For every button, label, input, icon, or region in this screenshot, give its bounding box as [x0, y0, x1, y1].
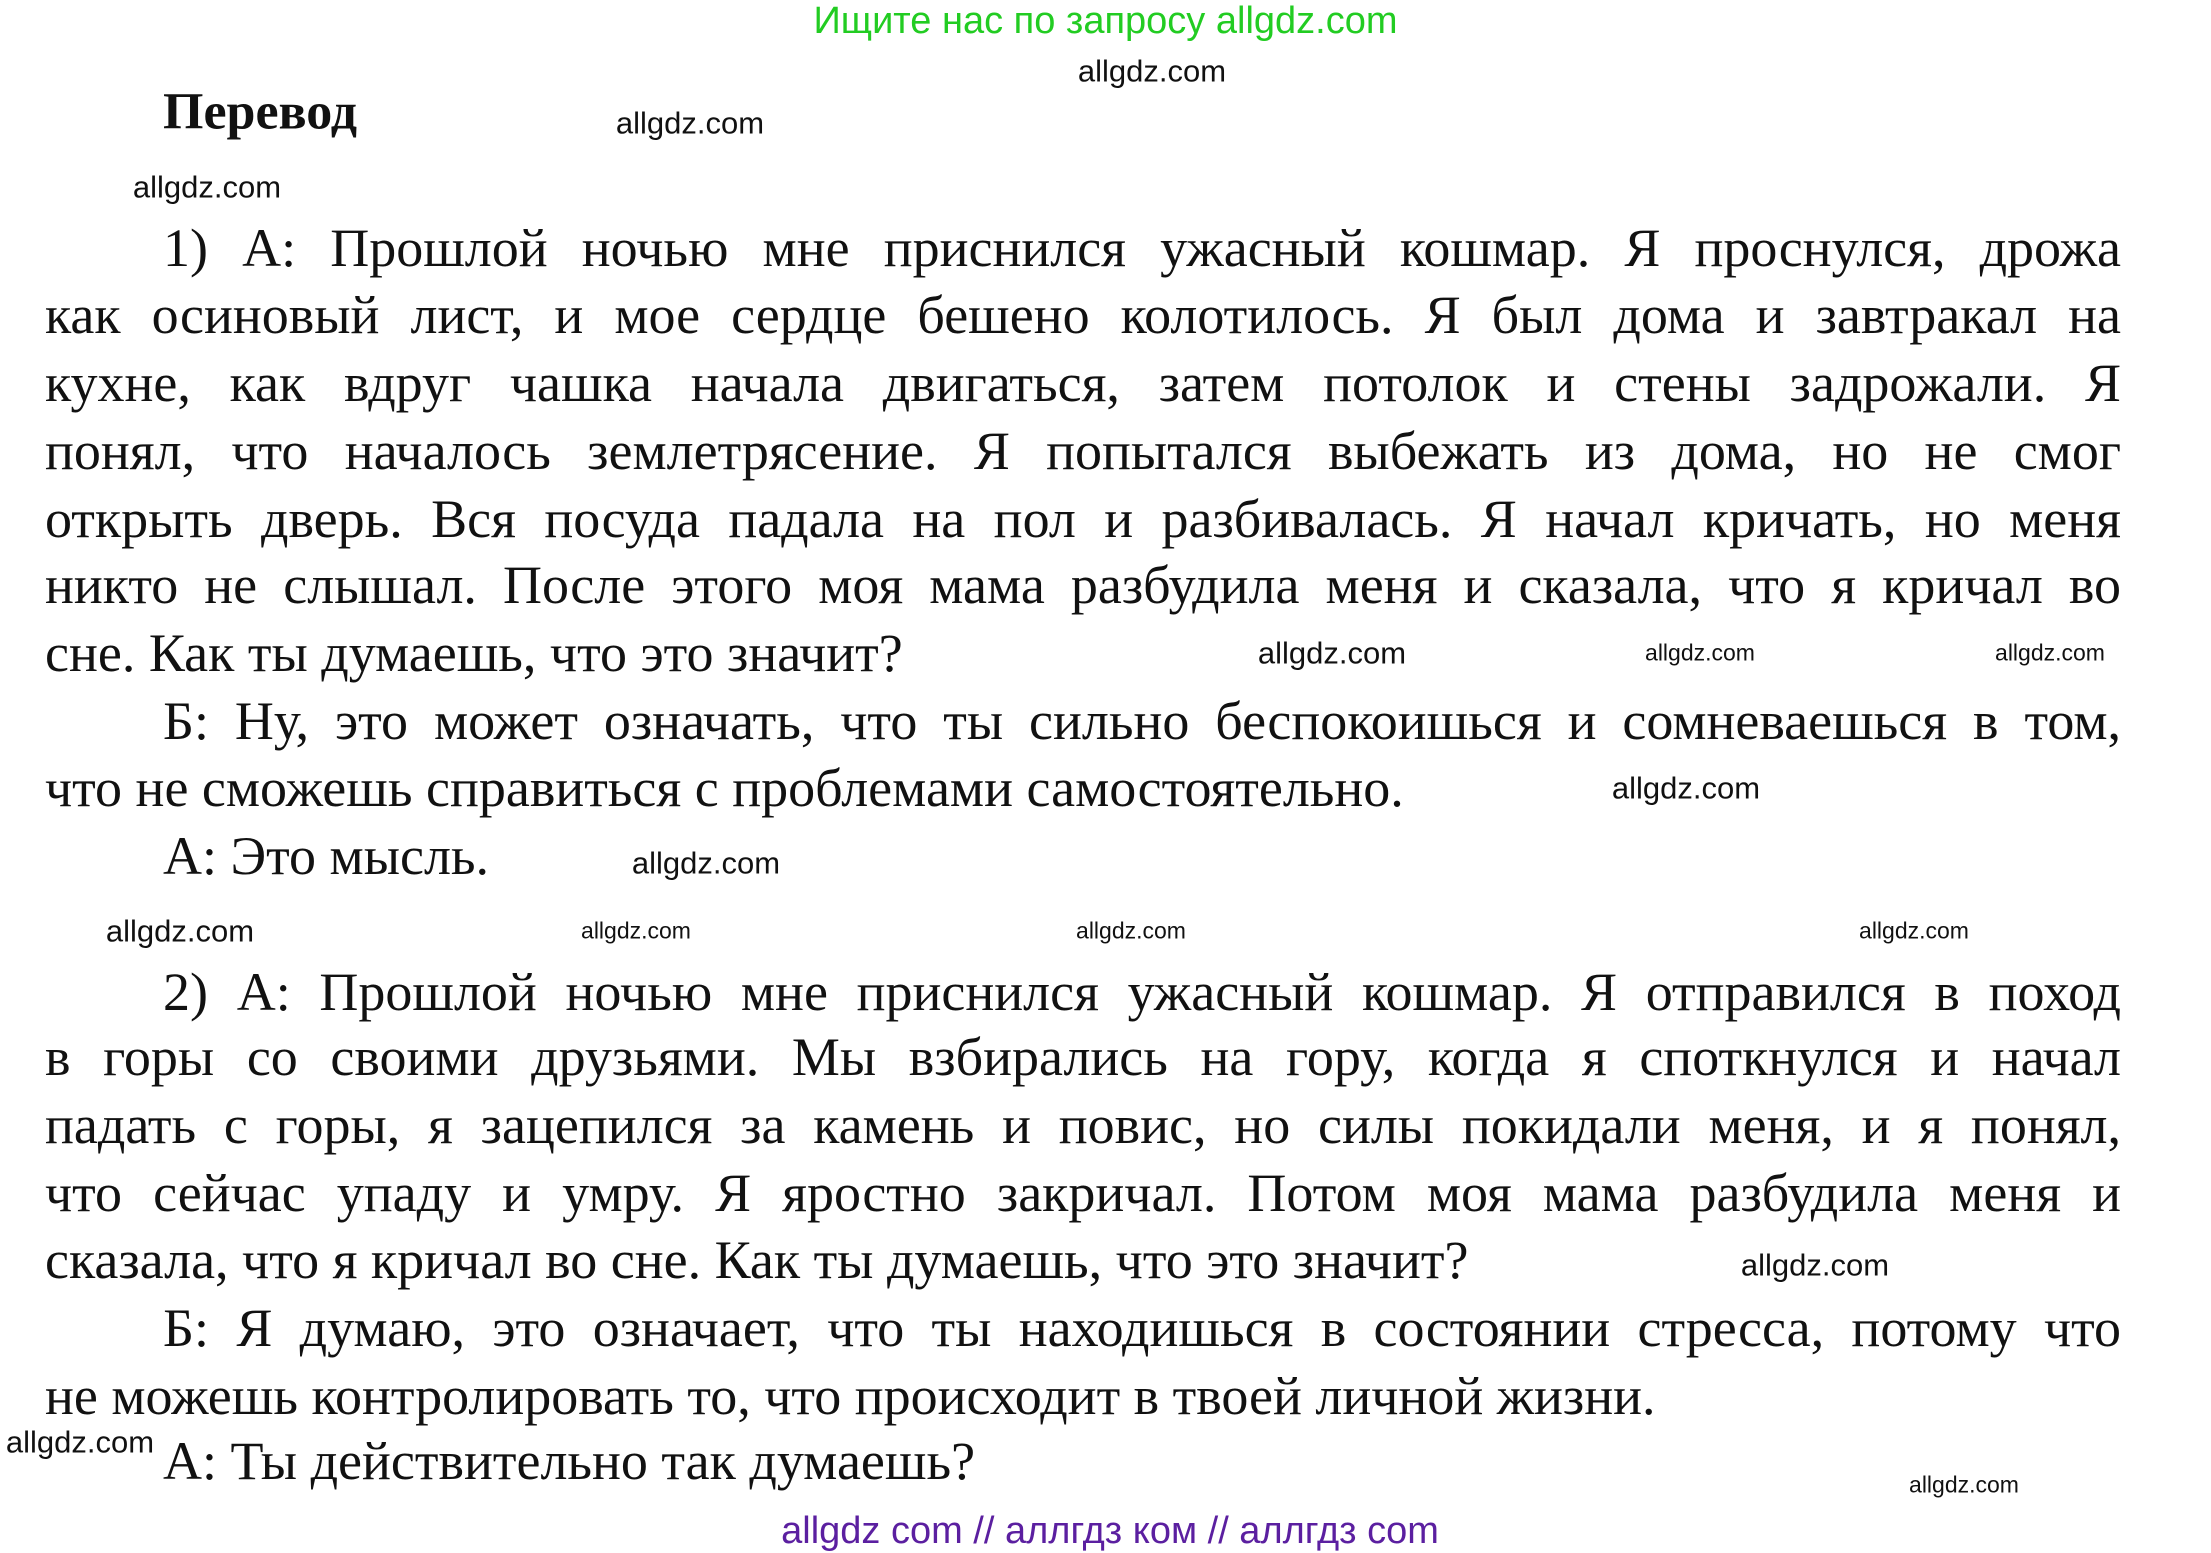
watermark: allgdz.com — [1740, 1247, 1890, 1283]
text-line: как осиновый лист, и мое сердце бешено колотилось. Я был дома и завтракал на — [45, 285, 2121, 345]
footer-links[interactable]: allgdz com // аллгдз ком // аллгдз com — [781, 1510, 1439, 1553]
text-line: открыть дверь. Вся посуда падала на пол и разбивалась. Я начал кричать, но меня — [45, 489, 2121, 549]
header-banner[interactable]: Ищите нас по запросу allgdz.com — [813, 0, 1398, 43]
text-line: Б: Я думаю, это означает, что ты находишься в состоянии стресса, потому что — [163, 1298, 2121, 1358]
text-line: сне. Как ты думаешь, что это значит? — [45, 623, 903, 683]
watermark: allgdz.com — [581, 917, 691, 944]
watermark: allgdz.com — [1645, 639, 1755, 666]
watermark: allgdz.com — [1077, 53, 1227, 89]
text-line: Б: Ну, это может означать, что ты сильно беспокоишься и сомневаешься в том, — [163, 691, 2121, 751]
watermark: allgdz.com — [132, 169, 282, 205]
text-line: не можешь контролировать то, что происходит в твоей личной жизни. — [45, 1366, 1656, 1426]
watermark: allgdz.com — [1611, 770, 1761, 806]
text-line: кухне, как вдруг чашка начала двигаться, затем потолок и стены задрожали. Я — [45, 353, 2121, 413]
text-line: А: Ты действительно так думаешь? — [163, 1431, 976, 1491]
text-line: падать с горы, я зацепился за камень и повис, но силы покидали меня, и я понял, — [45, 1095, 2121, 1155]
text-line: А: Это мысль. — [163, 826, 490, 886]
text-line: что сейчас упаду и умру. Я яростно закричал. Потом моя мама разбудила меня и — [45, 1163, 2121, 1223]
text-line: в горы со своими друзьями. Мы взбирались на гору, когда я споткнулся и начал — [45, 1027, 2121, 1087]
watermark: allgdz.com — [631, 845, 781, 881]
page-title: Перевод — [163, 83, 358, 141]
text-line: никто не слышал. После этого моя мама разбудила меня и сказала, что я кричал во — [45, 555, 2121, 615]
watermark: allgdz.com — [1076, 917, 1186, 944]
watermark: allgdz.com — [1257, 635, 1407, 671]
watermark: allgdz.com — [105, 913, 255, 949]
watermark: allgdz.com — [615, 105, 765, 141]
watermark: allgdz.com — [1859, 917, 1969, 944]
text-line: что не сможешь справиться с проблемами самостоятельно. — [45, 758, 1404, 818]
watermark: allgdz.com — [5, 1424, 155, 1460]
text-line: сказала, что я кричал во сне. Как ты думаешь, что это значит? — [45, 1230, 1469, 1290]
watermark: allgdz.com — [1909, 1471, 2019, 1498]
watermark: allgdz.com — [1995, 639, 2105, 666]
text-line: 1) А: Прошлой ночью мне приснился ужасный кошмар. Я проснулся, дрожа — [163, 218, 2121, 278]
text-line: понял, что началось землетрясение. Я попытался выбежать из дома, но не смог — [45, 421, 2121, 481]
text-line: 2) А: Прошлой ночью мне приснился ужасный кошмар. Я отправился в поход — [163, 962, 2121, 1022]
